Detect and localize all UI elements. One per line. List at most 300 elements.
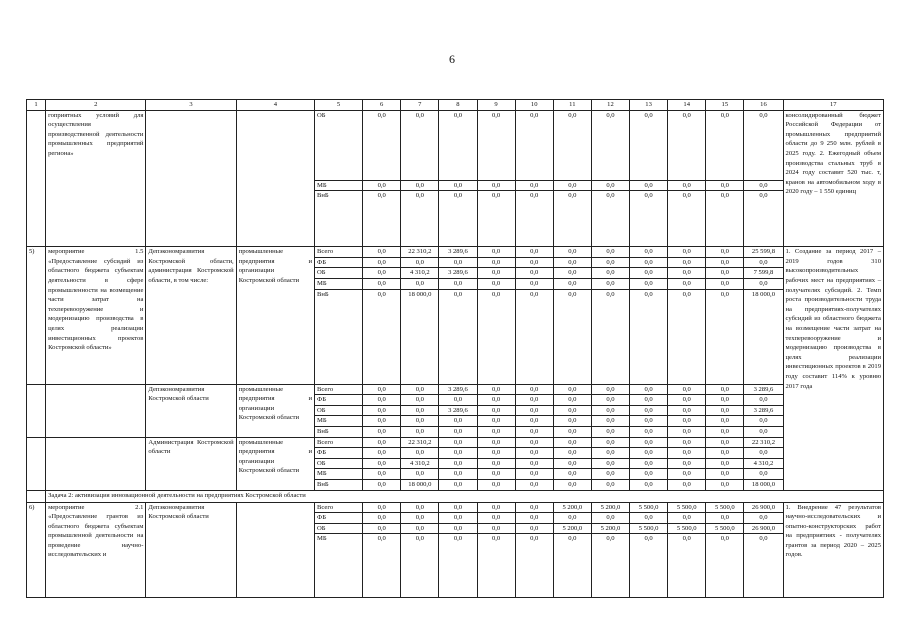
value-cell: 0,0 [706,416,744,427]
value-cell: 0,0 [477,479,515,490]
value-cell: 0,0 [515,534,553,598]
value-cell: 0,0 [591,278,629,289]
value-cell: 0,0 [706,426,744,437]
value-cell: 0,0 [630,469,668,480]
column-header: 10 [515,100,553,111]
row-number-cell [27,490,46,502]
value-cell: 0,0 [477,278,515,289]
value-cell: 5 200,0 [553,523,591,534]
value-cell: 0,0 [668,278,706,289]
source-cell: ВнБ [314,426,362,437]
table-row [27,110,884,180]
value-cell: 3 289,6 [744,405,783,416]
value-cell: 0,0 [668,448,706,459]
value-cell: 0,0 [515,469,553,480]
value-cell: 0,0 [744,257,783,268]
row-number-cell: 5) [27,247,46,384]
value-cell: 3 289,6 [744,384,783,395]
value-cell: 0,0 [477,110,515,180]
value-cell: 0,0 [363,534,401,598]
value-cell: 0,0 [668,289,706,384]
value-cell: 0,0 [515,384,553,395]
value-cell: 0,0 [553,426,591,437]
value-cell: 0,0 [439,180,477,191]
value-cell: 0,0 [706,437,744,448]
task-row [27,490,884,502]
value-cell: 0,0 [401,523,439,534]
row-number-cell [27,437,46,490]
source-cell: МБ [314,416,362,427]
value-cell: 0,0 [630,448,668,459]
value-cell: 0,0 [363,437,401,448]
value-cell: 0,0 [515,257,553,268]
value-cell: 22 310,2 [401,247,439,258]
value-cell: 0,0 [439,502,477,513]
value-cell: 5 500,0 [706,502,744,513]
value-cell: 0,0 [363,469,401,480]
value-cell: 0,0 [439,458,477,469]
value-cell: 0,0 [591,458,629,469]
value-cell: 0,0 [591,110,629,180]
source-cell: ОБ [314,523,362,534]
value-cell: 0,0 [706,395,744,406]
value-cell: 0,0 [515,437,553,448]
value-cell: 0,0 [439,448,477,459]
value-cell: 0,0 [515,395,553,406]
source-cell: ВнБ [314,479,362,490]
value-cell: 0,0 [668,405,706,416]
value-cell: 0,0 [401,257,439,268]
value-cell: 0,0 [439,426,477,437]
value-cell: 0,0 [553,513,591,524]
value-cell: 0,0 [363,405,401,416]
value-cell: 0,0 [744,426,783,437]
value-cell: 0,0 [706,289,744,384]
value-cell: 0,0 [363,513,401,524]
measure-name-cell [46,384,146,437]
value-cell: 0,0 [553,437,591,448]
value-cell: 0,0 [553,395,591,406]
value-cell: 0,0 [477,448,515,459]
value-cell: 0,0 [591,426,629,437]
value-cell: 5 500,0 [668,502,706,513]
value-cell: 0,0 [515,416,553,427]
column-header: 1 [27,100,46,111]
value-cell: 0,0 [439,289,477,384]
value-cell: 0,0 [401,469,439,480]
value-cell: 0,0 [591,180,629,191]
value-cell: 0,0 [363,395,401,406]
value-cell: 4 310,2 [744,458,783,469]
value-cell: 0,0 [553,458,591,469]
column-header: 8 [439,100,477,111]
value-cell: 0,0 [477,523,515,534]
value-cell: 0,0 [706,247,744,258]
value-cell: 0,0 [477,257,515,268]
value-cell: 0,0 [744,180,783,191]
value-cell: 0,0 [744,469,783,480]
value-cell: 0,0 [630,110,668,180]
value-cell: 0,0 [706,278,744,289]
value-cell: 0,0 [591,405,629,416]
column-header: 12 [591,100,629,111]
value-cell: 0,0 [363,426,401,437]
value-cell: 0,0 [591,395,629,406]
column-header: 16 [744,100,783,111]
value-cell: 0,0 [630,180,668,191]
participant-cell: промышленные предприятия и организации Костромской области [236,247,314,384]
value-cell: 0,0 [668,479,706,490]
value-cell: 0,0 [668,437,706,448]
value-cell: 0,0 [553,180,591,191]
value-cell: 0,0 [363,180,401,191]
table-row [27,384,884,395]
source-cell: ОБ [314,110,362,180]
value-cell: 0,0 [591,448,629,459]
value-cell: 0,0 [515,458,553,469]
source-cell: МБ [314,278,362,289]
row-number-cell [27,110,46,247]
value-cell: 0,0 [630,289,668,384]
value-cell: 0,0 [668,191,706,247]
value-cell: 0,0 [630,247,668,258]
source-cell: ВнБ [314,289,362,384]
value-cell: 0,0 [668,268,706,279]
value-cell: 5 500,0 [668,523,706,534]
source-cell: МБ [314,469,362,480]
source-cell: Всего [314,437,362,448]
value-cell: 25 599,8 [744,247,783,258]
value-cell: 0,0 [706,191,744,247]
value-cell: 0,0 [515,289,553,384]
source-cell: Всего [314,384,362,395]
page-number: 6 [449,52,455,66]
value-cell: 5 500,0 [706,523,744,534]
value-cell: 0,0 [706,513,744,524]
value-cell: 0,0 [591,247,629,258]
value-cell: 0,0 [477,289,515,384]
value-cell: 0,0 [515,268,553,279]
column-header: 17 [783,100,883,111]
column-header: 4 [236,100,314,111]
row-number-cell: 6) [27,502,46,598]
column-header: 9 [477,100,515,111]
value-cell: 0,0 [477,534,515,598]
column-header: 3 [146,100,236,111]
value-cell: 3 289,6 [439,405,477,416]
value-cell: 0,0 [439,257,477,268]
value-cell: 0,0 [668,257,706,268]
column-header: 7 [401,100,439,111]
value-cell: 0,0 [553,268,591,279]
value-cell: 0,0 [553,289,591,384]
value-cell: 0,0 [553,469,591,480]
value-cell: 0,0 [668,416,706,427]
value-cell: 0,0 [591,257,629,268]
value-cell: 0,0 [630,416,668,427]
value-cell: 0,0 [706,405,744,416]
value-cell: 0,0 [439,191,477,247]
value-cell: 0,0 [401,502,439,513]
value-cell: 0,0 [477,405,515,416]
value-cell: 22 310,2 [744,437,783,448]
program-table [26,99,884,598]
value-cell: 0,0 [515,448,553,459]
value-cell: 0,0 [630,458,668,469]
value-cell: 0,0 [591,534,629,598]
result-cell: 1. Создание за период 2017 – 2019 годов 310 высокопроизводительных рабочих мест на предприятиях – получателях субсидий. 2. Темп роста производительности труда на предприятиях-получателях субсидий из областного бюджета на возмещение части затрат на техперевооружение и модернизацию производства в целях реализации инвестиционных проектов в 2019 году составит 114% к уровню 2017 года [783,247,883,490]
executor-cell: Депэкономразвития Костромской области, администрация Костромской области, в том числе: [146,247,236,384]
value-cell: 0,0 [668,384,706,395]
executor-cell: Депэкономразвития Костромской области [146,502,236,598]
value-cell: 0,0 [401,110,439,180]
value-cell: 0,0 [401,416,439,427]
value-cell: 0,0 [363,247,401,258]
value-cell: 0,0 [744,448,783,459]
table-row [27,247,884,258]
value-cell: 0,0 [439,416,477,427]
value-cell: 0,0 [363,268,401,279]
source-cell: ОБ [314,268,362,279]
value-cell: 0,0 [553,448,591,459]
value-cell: 0,0 [668,458,706,469]
value-cell: 0,0 [668,180,706,191]
value-cell: 0,0 [439,395,477,406]
value-cell: 0,0 [401,395,439,406]
value-cell: 0,0 [439,513,477,524]
value-cell: 0,0 [515,502,553,513]
value-cell: 0,0 [363,278,401,289]
value-cell: 0,0 [477,513,515,524]
value-cell: 3 289,6 [439,268,477,279]
value-cell: 22 310,2 [401,437,439,448]
value-cell: 0,0 [591,479,629,490]
measure-name-cell: гоприятных условий для осуществления производственной деятельности промышленных предприятий региона» [46,110,146,247]
value-cell: 0,0 [744,395,783,406]
value-cell: 0,0 [591,289,629,384]
value-cell: 0,0 [706,268,744,279]
value-cell: 0,0 [363,416,401,427]
value-cell: 18 000,0 [401,479,439,490]
value-cell: 0,0 [668,426,706,437]
value-cell: 0,0 [668,110,706,180]
value-cell: 0,0 [515,426,553,437]
value-cell: 0,0 [706,479,744,490]
source-cell: ФБ [314,513,362,524]
value-cell: 0,0 [515,247,553,258]
value-cell: 0,0 [401,448,439,459]
value-cell: 0,0 [553,534,591,598]
value-cell: 0,0 [439,110,477,180]
value-cell: 26 900,0 [744,523,783,534]
value-cell: 0,0 [515,180,553,191]
source-cell: Всего [314,502,362,513]
value-cell: 26 900,0 [744,502,783,513]
value-cell: 0,0 [553,384,591,395]
source-cell: ФБ [314,395,362,406]
value-cell: 0,0 [439,278,477,289]
value-cell: 0,0 [363,384,401,395]
value-cell: 0,0 [744,534,783,598]
value-cell: 0,0 [630,278,668,289]
source-cell: МБ [314,534,362,598]
value-cell: 0,0 [477,502,515,513]
value-cell: 5 200,0 [591,502,629,513]
value-cell: 0,0 [706,534,744,598]
value-cell: 0,0 [363,458,401,469]
value-cell: 0,0 [591,384,629,395]
value-cell: 3 289,6 [439,384,477,395]
value-cell: 0,0 [401,426,439,437]
value-cell: 0,0 [515,191,553,247]
column-header: 5 [314,100,362,111]
value-cell: 0,0 [668,247,706,258]
value-cell: 5 200,0 [591,523,629,534]
column-header: 2 [46,100,146,111]
value-cell: 0,0 [591,469,629,480]
value-cell: 0,0 [668,395,706,406]
value-cell: 0,0 [401,405,439,416]
executor-cell: Депэкономразвития Костромской области [146,384,236,437]
value-cell: 0,0 [553,405,591,416]
value-cell: 0,0 [401,513,439,524]
value-cell: 0,0 [630,437,668,448]
result-cell: 1. Внедрение 47 результатов научно-исследовательских и опытно-конструкторских работ на предприятиях - получателях грантов за период 2020 – 2025 годов. [783,502,883,598]
source-cell: Всего [314,247,362,258]
value-cell: 0,0 [401,278,439,289]
value-cell: 0,0 [630,426,668,437]
value-cell: 18 000,0 [744,479,783,490]
value-cell: 18 000,0 [401,289,439,384]
participant-cell: промышленные предприятия и организации Костромской области [236,437,314,490]
value-cell: 0,0 [477,247,515,258]
row-number-cell [27,384,46,437]
source-cell: ВнБ [314,191,362,247]
participant-cell [236,502,314,598]
value-cell: 0,0 [668,469,706,480]
value-cell: 18 000,0 [744,289,783,384]
value-cell: 0,0 [477,426,515,437]
value-cell: 0,0 [744,278,783,289]
task-title: Задача 2: активизация инновационной деятельности на предприятиях Костромской области [46,490,884,502]
value-cell: 0,0 [591,513,629,524]
value-cell: 0,0 [477,268,515,279]
value-cell: 0,0 [630,513,668,524]
column-header: 6 [363,100,401,111]
value-cell: 0,0 [630,534,668,598]
result-cell: консолидированный бюджет Российской Федерации от промышленных предприятий области до 9 250 млн. рублей в 2025 году. 2. Ежегодный объем производства стальных труб в 2024 году составит 520 тыс. т, кранов на автомобильном ходу в 2020 году – 1 550 единиц [783,110,883,247]
value-cell: 0,0 [363,110,401,180]
value-cell: 0,0 [363,448,401,459]
value-cell: 0,0 [591,416,629,427]
value-cell: 0,0 [668,513,706,524]
value-cell: 0,0 [477,437,515,448]
value-cell: 0,0 [630,268,668,279]
column-header: 14 [668,100,706,111]
value-cell: 5 200,0 [553,502,591,513]
value-cell: 0,0 [439,437,477,448]
value-cell: 0,0 [515,513,553,524]
value-cell: 0,0 [553,191,591,247]
value-cell: 0,0 [363,479,401,490]
value-cell: 0,0 [591,191,629,247]
source-cell: ФБ [314,448,362,459]
value-cell: 0,0 [553,247,591,258]
value-cell: 0,0 [553,416,591,427]
value-cell: 7 599,8 [744,268,783,279]
column-header: 11 [553,100,591,111]
value-cell: 0,0 [477,395,515,406]
source-cell: ОБ [314,458,362,469]
value-cell: 0,0 [439,469,477,480]
value-cell: 0,0 [477,469,515,480]
value-cell: 0,0 [363,289,401,384]
value-cell: 0,0 [477,191,515,247]
value-cell: 0,0 [439,523,477,534]
value-cell: 0,0 [706,448,744,459]
value-cell: 0,0 [744,416,783,427]
value-cell: 0,0 [515,405,553,416]
value-cell: 0,0 [515,278,553,289]
value-cell: 0,0 [439,479,477,490]
source-cell: ОБ [314,405,362,416]
value-cell: 0,0 [630,405,668,416]
value-cell: 0,0 [477,458,515,469]
value-cell: 0,0 [363,257,401,268]
value-cell: 0,0 [744,513,783,524]
value-cell: 0,0 [477,416,515,427]
value-cell: 0,0 [515,110,553,180]
source-cell: МБ [314,180,362,191]
value-cell: 5 500,0 [630,523,668,534]
column-header: 15 [706,100,744,111]
value-cell: 0,0 [401,191,439,247]
value-cell: 0,0 [401,534,439,598]
value-cell: 0,0 [630,479,668,490]
measure-name-cell: мероприятие 1.5 «Предоставление субсидий из областного бюджета субъектам деятельности в сфере промышленности на возмещение части затрат на техперевооружение и модернизацию производства в целях реализации инвестиционных проектов Костромской области» [46,247,146,384]
table-row [27,502,884,513]
value-cell: 0,0 [668,534,706,598]
value-cell: 0,0 [591,268,629,279]
value-cell: 0,0 [706,458,744,469]
value-cell: 0,0 [744,191,783,247]
table-row [27,437,884,448]
executor-cell [146,110,236,247]
value-cell: 0,0 [630,384,668,395]
value-cell: 0,0 [706,180,744,191]
value-cell: 0,0 [401,180,439,191]
value-cell: 0,0 [630,395,668,406]
value-cell: 0,0 [477,180,515,191]
value-cell: 0,0 [706,257,744,268]
value-cell: 0,0 [477,384,515,395]
value-cell: 0,0 [439,534,477,598]
header-row [27,100,884,111]
value-cell: 0,0 [515,523,553,534]
value-cell: 0,0 [363,523,401,534]
value-cell: 0,0 [706,384,744,395]
participant-cell [236,110,314,247]
participant-cell: промышленные предприятия и организации Костромской области [236,384,314,437]
value-cell: 0,0 [363,502,401,513]
value-cell: 0,0 [706,469,744,480]
value-cell: 0,0 [630,257,668,268]
value-cell: 5 500,0 [630,502,668,513]
measure-name-cell: мероприятие 2.1 «Предоставление грантов из областного бюджета субъектам промышленной деятельности на проведение научно-исследовательских и [46,502,146,598]
column-header: 13 [630,100,668,111]
value-cell: 0,0 [744,110,783,180]
value-cell: 0,0 [553,479,591,490]
